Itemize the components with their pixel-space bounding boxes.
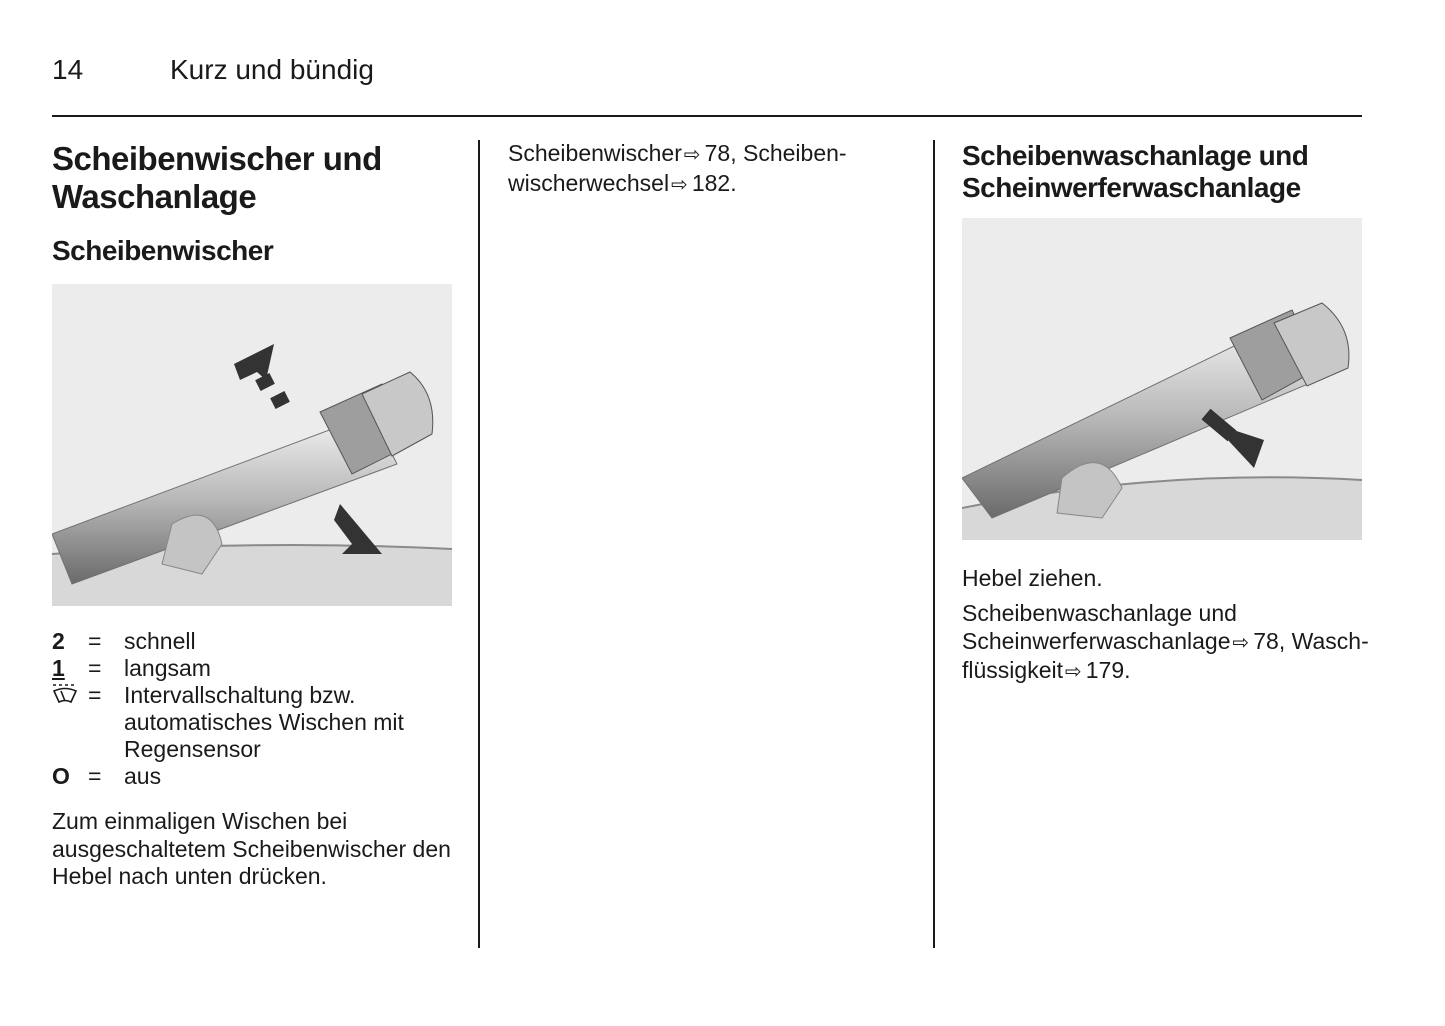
- legend-text: langsam: [124, 655, 211, 681]
- legend-row-slow: [52, 655, 444, 682]
- wiper-lever-illustration: [52, 284, 452, 606]
- ref-page-link[interactable]: 182.: [691, 169, 737, 196]
- lever-legend: [52, 628, 444, 790]
- ref-page-link[interactable]: 179.: [1085, 657, 1131, 683]
- chapter-title: Kurz und bündig: [170, 54, 374, 85]
- page-number: 14: [52, 54, 84, 85]
- legend-text: aus: [124, 763, 162, 789]
- arrow-right-outline-icon[interactable]: ⇨: [1232, 631, 1250, 654]
- legend-key: 2: [52, 628, 65, 654]
- ref-text: Scheibenwaschanlage und Scheinwerferwaschanlage: [962, 600, 1237, 654]
- legend-row-interval: [52, 682, 444, 763]
- arrow-right-outline-icon[interactable]: ⇨: [1064, 661, 1082, 683]
- washer-lever-illustration: [962, 218, 1362, 540]
- legend-key: 1: [52, 655, 65, 681]
- arrow-right-outline-icon[interactable]: ⇨: [683, 144, 701, 166]
- washer-references: [962, 600, 1372, 687]
- legend-key: O: [52, 763, 70, 789]
- legend-equals: =: [88, 655, 102, 681]
- ref-page-link[interactable]: 78, Scheiben-: [704, 140, 847, 166]
- column-divider-1: [478, 140, 480, 948]
- ref-text: flüssigkeit: [962, 657, 1063, 683]
- header-divider: [52, 115, 1362, 117]
- arrow-right-outline-icon[interactable]: ⇨: [671, 173, 688, 196]
- ref-page-link[interactable]: 78, Wasch-: [1253, 627, 1369, 654]
- ref-text: Scheibenwischer: [508, 140, 682, 166]
- legend-text: Intervallschaltung bzw. automatisches Wischen mit Regensensor: [124, 682, 404, 762]
- legend-equals: =: [88, 682, 102, 708]
- pull-lever-text: Hebel ziehen.: [962, 565, 1103, 591]
- legend-row-fast: [52, 628, 444, 655]
- wiper-references: [508, 140, 918, 199]
- ref-text: wischerwechsel: [508, 169, 670, 196]
- legend-equals: =: [88, 628, 102, 654]
- legend-row-off: [52, 763, 444, 790]
- subsection-heading: Scheibenwischer: [52, 235, 274, 266]
- interval-wiper-icon: [52, 682, 88, 763]
- section-heading-washer: Scheibenwaschanlage und Scheinwerferwaschanlage: [962, 140, 1309, 203]
- single-wipe-paragraph: Zum einmaligen Wischen bei ausgeschaltetem Scheibenwischer den Hebel nach unten drücken.: [52, 808, 451, 889]
- legend-equals: =: [88, 763, 102, 789]
- column-divider-2: [933, 140, 935, 948]
- section-heading: Scheibenwischer und Waschanlage: [52, 140, 382, 215]
- legend-text: schnell: [124, 628, 196, 654]
